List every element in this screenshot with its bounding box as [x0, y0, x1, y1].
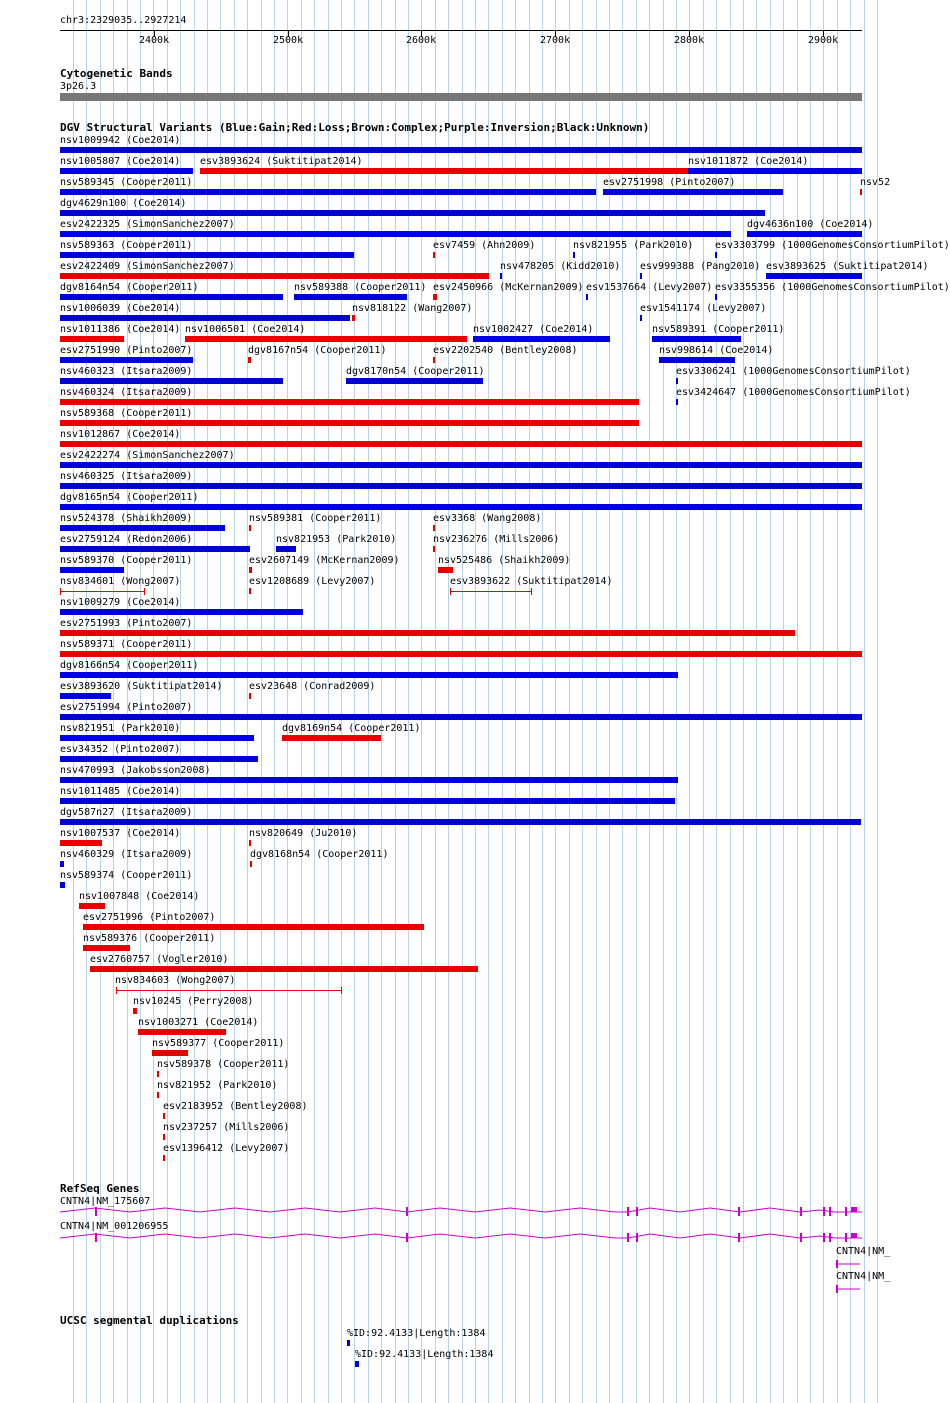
- ruler-tick-label: 2400k: [139, 35, 170, 46]
- ruler-tick-label: 2700k: [540, 35, 571, 46]
- variant-bar[interactable]: [133, 1008, 137, 1014]
- variant-label[interactable]: nsv834603 (Wong2007): [115, 975, 236, 986]
- dgv-track-title[interactable]: DGV Structural Variants (Blue:Gain;Red:Loss;Brown:Complex;Purple:Inversion;Black:Unknown): [60, 121, 650, 134]
- grid-line: [850, 0, 851, 1403]
- variant-bar[interactable]: [249, 693, 251, 699]
- variant-bar[interactable]: [60, 567, 124, 573]
- variant-label[interactable]: esv23648 (Conrad2009): [249, 681, 376, 692]
- variant-bar[interactable]: [60, 462, 862, 468]
- variant-span-end: [60, 588, 61, 595]
- segdup-bar[interactable]: [355, 1361, 359, 1367]
- variant-label[interactable]: nsv589388 (Cooper2011): [294, 282, 427, 293]
- gene-models[interactable]: [0, 1200, 890, 1300]
- variant-span[interactable]: [116, 990, 342, 991]
- variant-bar[interactable]: [586, 294, 588, 300]
- variant-label[interactable]: esv2760757 (Vogler2010): [90, 954, 229, 965]
- variant-bar[interactable]: [79, 903, 105, 909]
- variant-label[interactable]: nsv1002427 (Coe2014): [473, 324, 594, 335]
- ruler-tick-label: 2800k: [674, 35, 705, 46]
- variant-bar[interactable]: [715, 294, 717, 300]
- variant-label[interactable]: esv2607149 (McKernan2009): [249, 555, 400, 566]
- variant-bar[interactable]: [157, 1071, 159, 1077]
- variant-label[interactable]: esv1541174 (Levy2007): [640, 303, 767, 314]
- variant-bar[interactable]: [60, 798, 675, 804]
- variant-label[interactable]: nsv821953 (Park2010): [276, 534, 397, 545]
- ruler-axis: [60, 30, 862, 31]
- variant-label[interactable]: dgv8164n54 (Cooper2011): [60, 282, 199, 293]
- variant-label[interactable]: esv1537664 (Levy2007): [586, 282, 713, 293]
- variant-label[interactable]: esv2751996 (Pinto2007): [83, 912, 216, 923]
- variant-bar[interactable]: [676, 378, 678, 384]
- variant-bar[interactable]: [60, 357, 193, 363]
- variant-bar[interactable]: [860, 189, 862, 195]
- variant-label[interactable]: nsv818122 (Wang2007): [352, 303, 473, 314]
- variant-label[interactable]: nsv1009279 (Coe2014): [60, 597, 181, 608]
- variant-label[interactable]: nsv589368 (Cooper2011): [60, 408, 193, 419]
- variant-label[interactable]: nsv460323 (Itsara2009): [60, 366, 193, 377]
- variant-label[interactable]: nsv998614 (Coe2014): [659, 345, 774, 356]
- variant-bar[interactable]: [60, 168, 193, 174]
- variant-label[interactable]: nsv52: [860, 177, 891, 188]
- variant-bar[interactable]: [60, 252, 354, 258]
- variant-label[interactable]: esv3893625 (Suktitipat2014): [766, 261, 929, 272]
- segdup-track-title[interactable]: UCSC segmental duplications: [60, 1314, 239, 1327]
- variant-label[interactable]: nsv525486 (Shaikh2009): [438, 555, 571, 566]
- variant-bar[interactable]: [473, 336, 610, 342]
- variant-label[interactable]: esv2751990 (Pinto2007): [60, 345, 193, 356]
- variant-label[interactable]: nsv589391 (Cooper2011): [652, 324, 785, 335]
- variant-bar[interactable]: [60, 546, 250, 552]
- variant-bar[interactable]: [573, 252, 575, 258]
- variant-bar[interactable]: [90, 966, 478, 972]
- variant-label[interactable]: nsv589370 (Cooper2011): [60, 555, 193, 566]
- variant-bar[interactable]: [60, 378, 283, 384]
- variant-label[interactable]: esv999388 (Pang2010): [640, 261, 761, 272]
- variant-bar[interactable]: [60, 210, 765, 216]
- segdup-label[interactable]: %ID:92.4133|Length:1384: [347, 1328, 486, 1339]
- variant-label[interactable]: nsv589345 (Cooper2011): [60, 177, 193, 188]
- variant-bar[interactable]: [60, 399, 639, 405]
- position-label: chr3:2329035..2927214: [60, 15, 187, 26]
- variant-label[interactable]: esv2751993 (Pinto2007): [60, 618, 193, 629]
- variant-bar[interactable]: [60, 840, 102, 846]
- variant-label[interactable]: nsv589378 (Cooper2011): [157, 1059, 290, 1070]
- variant-label[interactable]: nsv589374 (Cooper2011): [60, 870, 193, 881]
- variant-span-end: [531, 588, 532, 595]
- variant-bar[interactable]: [60, 504, 862, 510]
- variant-label[interactable]: nsv589371 (Cooper2011): [60, 639, 193, 650]
- variant-bar[interactable]: [652, 336, 741, 342]
- variant-bar[interactable]: [60, 315, 350, 321]
- variant-label[interactable]: nsv1003271 (Coe2014): [138, 1017, 259, 1028]
- variant-bar[interactable]: [346, 378, 483, 384]
- variant-label[interactable]: esv2751994 (Pinto2007): [60, 702, 193, 713]
- variant-bar[interactable]: [433, 357, 435, 363]
- variant-label[interactable]: dgv8169n54 (Cooper2011): [282, 723, 421, 734]
- variant-bar[interactable]: [250, 861, 252, 867]
- variant-label[interactable]: esv3303799 (1000GenomesConsortiumPilot): [715, 240, 950, 251]
- variant-label[interactable]: nsv478205 (Kidd2010): [500, 261, 621, 272]
- variant-span-end: [116, 987, 117, 994]
- variant-bar[interactable]: [60, 819, 861, 825]
- variant-label[interactable]: nsv821955 (Park2010): [573, 240, 694, 251]
- segdup-label[interactable]: %ID:92.4133|Length:1384: [355, 1349, 494, 1360]
- variant-label[interactable]: esv1396412 (Levy2007): [163, 1143, 290, 1154]
- variant-bar[interactable]: [60, 294, 283, 300]
- variant-bar[interactable]: [294, 294, 407, 300]
- variant-label[interactable]: dgv8168n54 (Cooper2011): [250, 849, 389, 860]
- variant-label[interactable]: dgv4636n100 (Coe2014): [747, 219, 874, 230]
- variant-label[interactable]: esv3424647 (1000GenomesConsortiumPilot): [676, 387, 911, 398]
- ruler-tick-label: 2900k: [808, 35, 839, 46]
- variant-label[interactable]: nsv589377 (Cooper2011): [152, 1038, 285, 1049]
- variant-label[interactable]: nsv1012867 (Coe2014): [60, 429, 181, 440]
- gene-label[interactable]: CNTN4|NM_175607: [60, 1196, 151, 1207]
- variant-bar[interactable]: [200, 168, 688, 174]
- variant-bar[interactable]: [276, 546, 296, 552]
- variant-label[interactable]: esv2751998 (Pinto2007): [603, 177, 736, 188]
- variant-label[interactable]: nsv589376 (Cooper2011): [83, 933, 216, 944]
- variant-label[interactable]: nsv460329 (Itsara2009): [60, 849, 193, 860]
- variant-bar[interactable]: [60, 231, 731, 237]
- ruler-tick-label: 2500k: [273, 35, 304, 46]
- refseq-track-title[interactable]: RefSeq Genes: [60, 1182, 140, 1195]
- variant-label[interactable]: nsv1011386 (Coe2014): [60, 324, 181, 335]
- variant-bar[interactable]: [766, 273, 862, 279]
- variant-label[interactable]: esv2202540 (Bentley2008): [433, 345, 578, 356]
- variant-bar[interactable]: [60, 525, 225, 531]
- grid-line: [797, 0, 798, 1403]
- variant-label[interactable]: esv3306241 (1000GenomesConsortiumPilot): [676, 366, 911, 377]
- variant-bar[interactable]: [747, 231, 862, 237]
- variant-bar[interactable]: [83, 924, 424, 930]
- variant-label[interactable]: nsv1006501 (Coe2014): [185, 324, 306, 335]
- variant-bar[interactable]: [433, 546, 435, 552]
- variant-bar[interactable]: [60, 420, 639, 426]
- variant-label[interactable]: nsv10245 (Perry2008): [133, 996, 254, 1007]
- variant-label[interactable]: nsv821952 (Park2010): [157, 1080, 278, 1091]
- variant-bar[interactable]: [640, 273, 642, 279]
- variant-bar[interactable]: [433, 525, 435, 531]
- variant-bar[interactable]: [433, 294, 437, 300]
- variant-bar[interactable]: [60, 189, 596, 195]
- variant-bar[interactable]: [500, 273, 502, 279]
- ruler-tick-label: 2600k: [406, 35, 437, 46]
- variant-bar[interactable]: [676, 399, 678, 405]
- cytoband-label: 3p26.3: [60, 81, 97, 92]
- variant-bar[interactable]: [438, 567, 453, 573]
- variant-label[interactable]: esv2450966 (McKernan2009): [433, 282, 584, 293]
- variant-label[interactable]: esv2422274 (SimonSanchez2007): [60, 450, 235, 461]
- variant-bar[interactable]: [433, 252, 435, 258]
- grid-line: [837, 0, 838, 1403]
- variant-bar[interactable]: [249, 588, 251, 594]
- variant-bar[interactable]: [715, 252, 717, 258]
- variant-span[interactable]: [450, 591, 532, 592]
- variant-bar[interactable]: [659, 357, 735, 363]
- variant-bar[interactable]: [138, 1029, 226, 1035]
- variant-bar[interactable]: [60, 672, 678, 678]
- variant-span-end: [450, 588, 451, 595]
- variant-label[interactable]: nsv820649 (Ju2010): [249, 828, 358, 839]
- variant-bar[interactable]: [60, 861, 64, 867]
- variant-bar[interactable]: [83, 945, 130, 951]
- variant-label[interactable]: nsv1006039 (Coe2014): [60, 303, 181, 314]
- variant-label[interactable]: esv3368 (Wang2008): [433, 513, 542, 524]
- gene-label[interactable]: CNTN4|NM_001206955: [60, 1221, 169, 1232]
- variant-label[interactable]: dgv8165n54 (Cooper2011): [60, 492, 199, 503]
- variant-label[interactable]: nsv237257 (Mills2006): [163, 1122, 290, 1133]
- grid-line: [877, 0, 878, 1403]
- variant-bar[interactable]: [152, 1050, 188, 1056]
- grid-line: [770, 0, 771, 1403]
- variant-label[interactable]: nsv834601 (Wong2007): [60, 576, 181, 587]
- variant-bar[interactable]: [163, 1155, 165, 1161]
- variant-bar[interactable]: [60, 756, 258, 762]
- variant-label[interactable]: esv1208689 (Levy2007): [249, 576, 376, 587]
- variant-label[interactable]: nsv1011872 (Coe2014): [688, 156, 809, 167]
- variant-bar[interactable]: [603, 189, 783, 195]
- variant-bar[interactable]: [60, 441, 862, 447]
- variant-label[interactable]: esv3893620 (Suktitipat2014): [60, 681, 223, 692]
- variant-label[interactable]: dgv8170n54 (Cooper2011): [346, 366, 485, 377]
- variant-bar[interactable]: [60, 714, 862, 720]
- variant-label[interactable]: esv2183952 (Bentley2008): [163, 1101, 308, 1112]
- variant-bar[interactable]: [60, 609, 303, 615]
- variant-bar[interactable]: [282, 735, 381, 741]
- variant-span-end: [144, 588, 145, 595]
- variant-span[interactable]: [60, 591, 145, 592]
- variant-label[interactable]: esv3893624 (Suktitipat2014): [200, 156, 363, 167]
- segdup-bar[interactable]: [347, 1340, 350, 1346]
- grid-line: [810, 0, 811, 1403]
- variant-bar[interactable]: [163, 1134, 165, 1140]
- variant-bar[interactable]: [249, 567, 252, 573]
- variant-bar[interactable]: [60, 882, 65, 888]
- variant-bar[interactable]: [640, 315, 642, 321]
- variant-bar[interactable]: [248, 357, 251, 363]
- variant-label[interactable]: nsv589381 (Cooper2011): [249, 513, 382, 524]
- variant-label[interactable]: dgv587n27 (Itsara2009): [60, 807, 193, 818]
- variant-label[interactable]: dgv8167n54 (Cooper2011): [248, 345, 387, 356]
- grid-line: [783, 0, 784, 1403]
- variant-label[interactable]: nsv1007848 (Coe2014): [79, 891, 200, 902]
- grid-line: [864, 0, 865, 1403]
- cytoband-track-title[interactable]: Cytogenetic Bands: [60, 67, 173, 80]
- cytoband-bar[interactable]: [60, 93, 862, 101]
- variant-label[interactable]: nsv1011485 (Coe2014): [60, 786, 181, 797]
- variant-bar[interactable]: [163, 1113, 165, 1119]
- variant-span-end: [341, 987, 342, 994]
- variant-bar[interactable]: [185, 336, 467, 342]
- variant-label[interactable]: esv3893622 (Suktitipat2014): [450, 576, 613, 587]
- variant-bar[interactable]: [60, 693, 111, 699]
- variant-bar[interactable]: [60, 336, 124, 342]
- variant-label[interactable]: dgv4629n100 (Coe2014): [60, 198, 187, 209]
- variant-label[interactable]: nsv1009942 (Coe2014): [60, 135, 181, 146]
- grid-line: [823, 0, 824, 1403]
- variant-label[interactable]: nsv460325 (Itsara2009): [60, 471, 193, 482]
- variant-label[interactable]: esv34352 (Pinto2007): [60, 744, 181, 755]
- variant-bar[interactable]: [157, 1092, 159, 1098]
- variant-label[interactable]: dgv8166n54 (Cooper2011): [60, 660, 199, 671]
- gene-label[interactable]: CNTN4|NM_: [836, 1271, 891, 1282]
- variant-label[interactable]: nsv460324 (Itsara2009): [60, 387, 193, 398]
- variant-label[interactable]: nsv236276 (Mills2006): [433, 534, 560, 545]
- variant-label[interactable]: nsv470993 (Jakobsson2008): [60, 765, 211, 776]
- variant-bar[interactable]: [60, 777, 678, 783]
- variant-label[interactable]: esv2759124 (Redon2006): [60, 534, 193, 545]
- variant-bar[interactable]: [60, 630, 795, 636]
- variant-label[interactable]: nsv1007537 (Coe2014): [60, 828, 181, 839]
- gene-label[interactable]: CNTN4|NM_: [836, 1246, 891, 1257]
- variant-label[interactable]: esv2422325 (SimonSanchez2007): [60, 219, 235, 230]
- variant-bar[interactable]: [688, 168, 862, 174]
- variant-label[interactable]: esv3355356 (1000GenomesConsortiumPilot): [715, 282, 950, 293]
- variant-label[interactable]: nsv524378 (Shaikh2009): [60, 513, 193, 524]
- variant-bar[interactable]: [60, 651, 862, 657]
- variant-label[interactable]: esv2422409 (SimonSanchez2007): [60, 261, 235, 272]
- variant-bar[interactable]: [60, 483, 862, 489]
- variant-label[interactable]: esv7459 (Ahn2009): [433, 240, 536, 251]
- variant-bar[interactable]: [249, 840, 251, 846]
- variant-bar[interactable]: [60, 735, 254, 741]
- variant-bar[interactable]: [249, 525, 251, 531]
- variant-label[interactable]: nsv589363 (Cooper2011): [60, 240, 193, 251]
- variant-bar[interactable]: [60, 273, 489, 279]
- variant-label[interactable]: nsv1005807 (Coe2014): [60, 156, 181, 167]
- variant-bar[interactable]: [352, 315, 355, 321]
- variant-bar[interactable]: [60, 147, 862, 153]
- variant-label[interactable]: nsv821951 (Park2010): [60, 723, 181, 734]
